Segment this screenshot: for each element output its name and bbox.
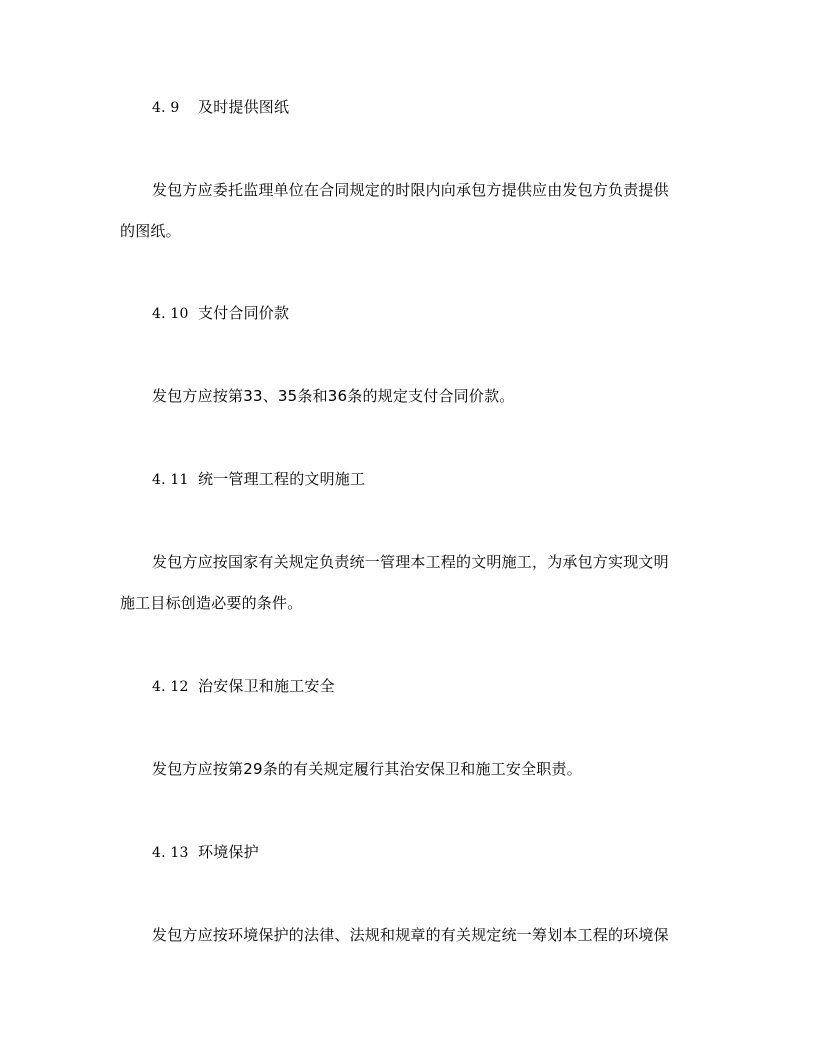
section-title: 及时提供图纸 <box>198 98 290 116</box>
paragraph-line: 发包方应按第33、35条和36条的规定支付合同价款。 <box>152 387 515 405</box>
paragraph-line: 发包方应按环境保护的法律、法规和规章的有关规定统一筹划本工程的环境保 <box>152 926 669 944</box>
paragraph-line: 施工目标创造必要的条件。 <box>120 594 303 612</box>
section-title: 治安保卫和施工安全 <box>198 677 335 695</box>
section-title: 支付合同价款 <box>198 304 290 322</box>
section-heading-4-10 <box>152 303 289 324</box>
section-number: 4. 12 <box>152 679 189 695</box>
section-title: 统一管理工程的文明施工 <box>198 470 366 488</box>
section-number: 4. 13 <box>152 845 189 861</box>
section-number: 4. 9 <box>152 100 180 116</box>
paragraph-line: 发包方应按第29条的有关规定履行其治安保卫和施工安全职责。 <box>152 760 582 778</box>
section-number: 4. 11 <box>152 472 189 488</box>
section-heading-4-11 <box>152 469 365 490</box>
section-title: 环境保护 <box>198 843 259 861</box>
section-heading-4-9 <box>152 97 289 118</box>
paragraph-line: 发包方应委托监理单位在合同规定的时限内向承包方提供应由发包方负责提供 <box>152 181 669 199</box>
section-heading-4-13 <box>152 842 259 863</box>
paragraph-line: 发包方应按国家有关规定负责统一管理本工程的文明施工，为承包方实现文明 <box>152 553 669 571</box>
section-number: 4. 10 <box>152 306 189 322</box>
paragraph-line: 的图纸。 <box>120 222 181 240</box>
section-heading-4-12 <box>152 676 335 697</box>
